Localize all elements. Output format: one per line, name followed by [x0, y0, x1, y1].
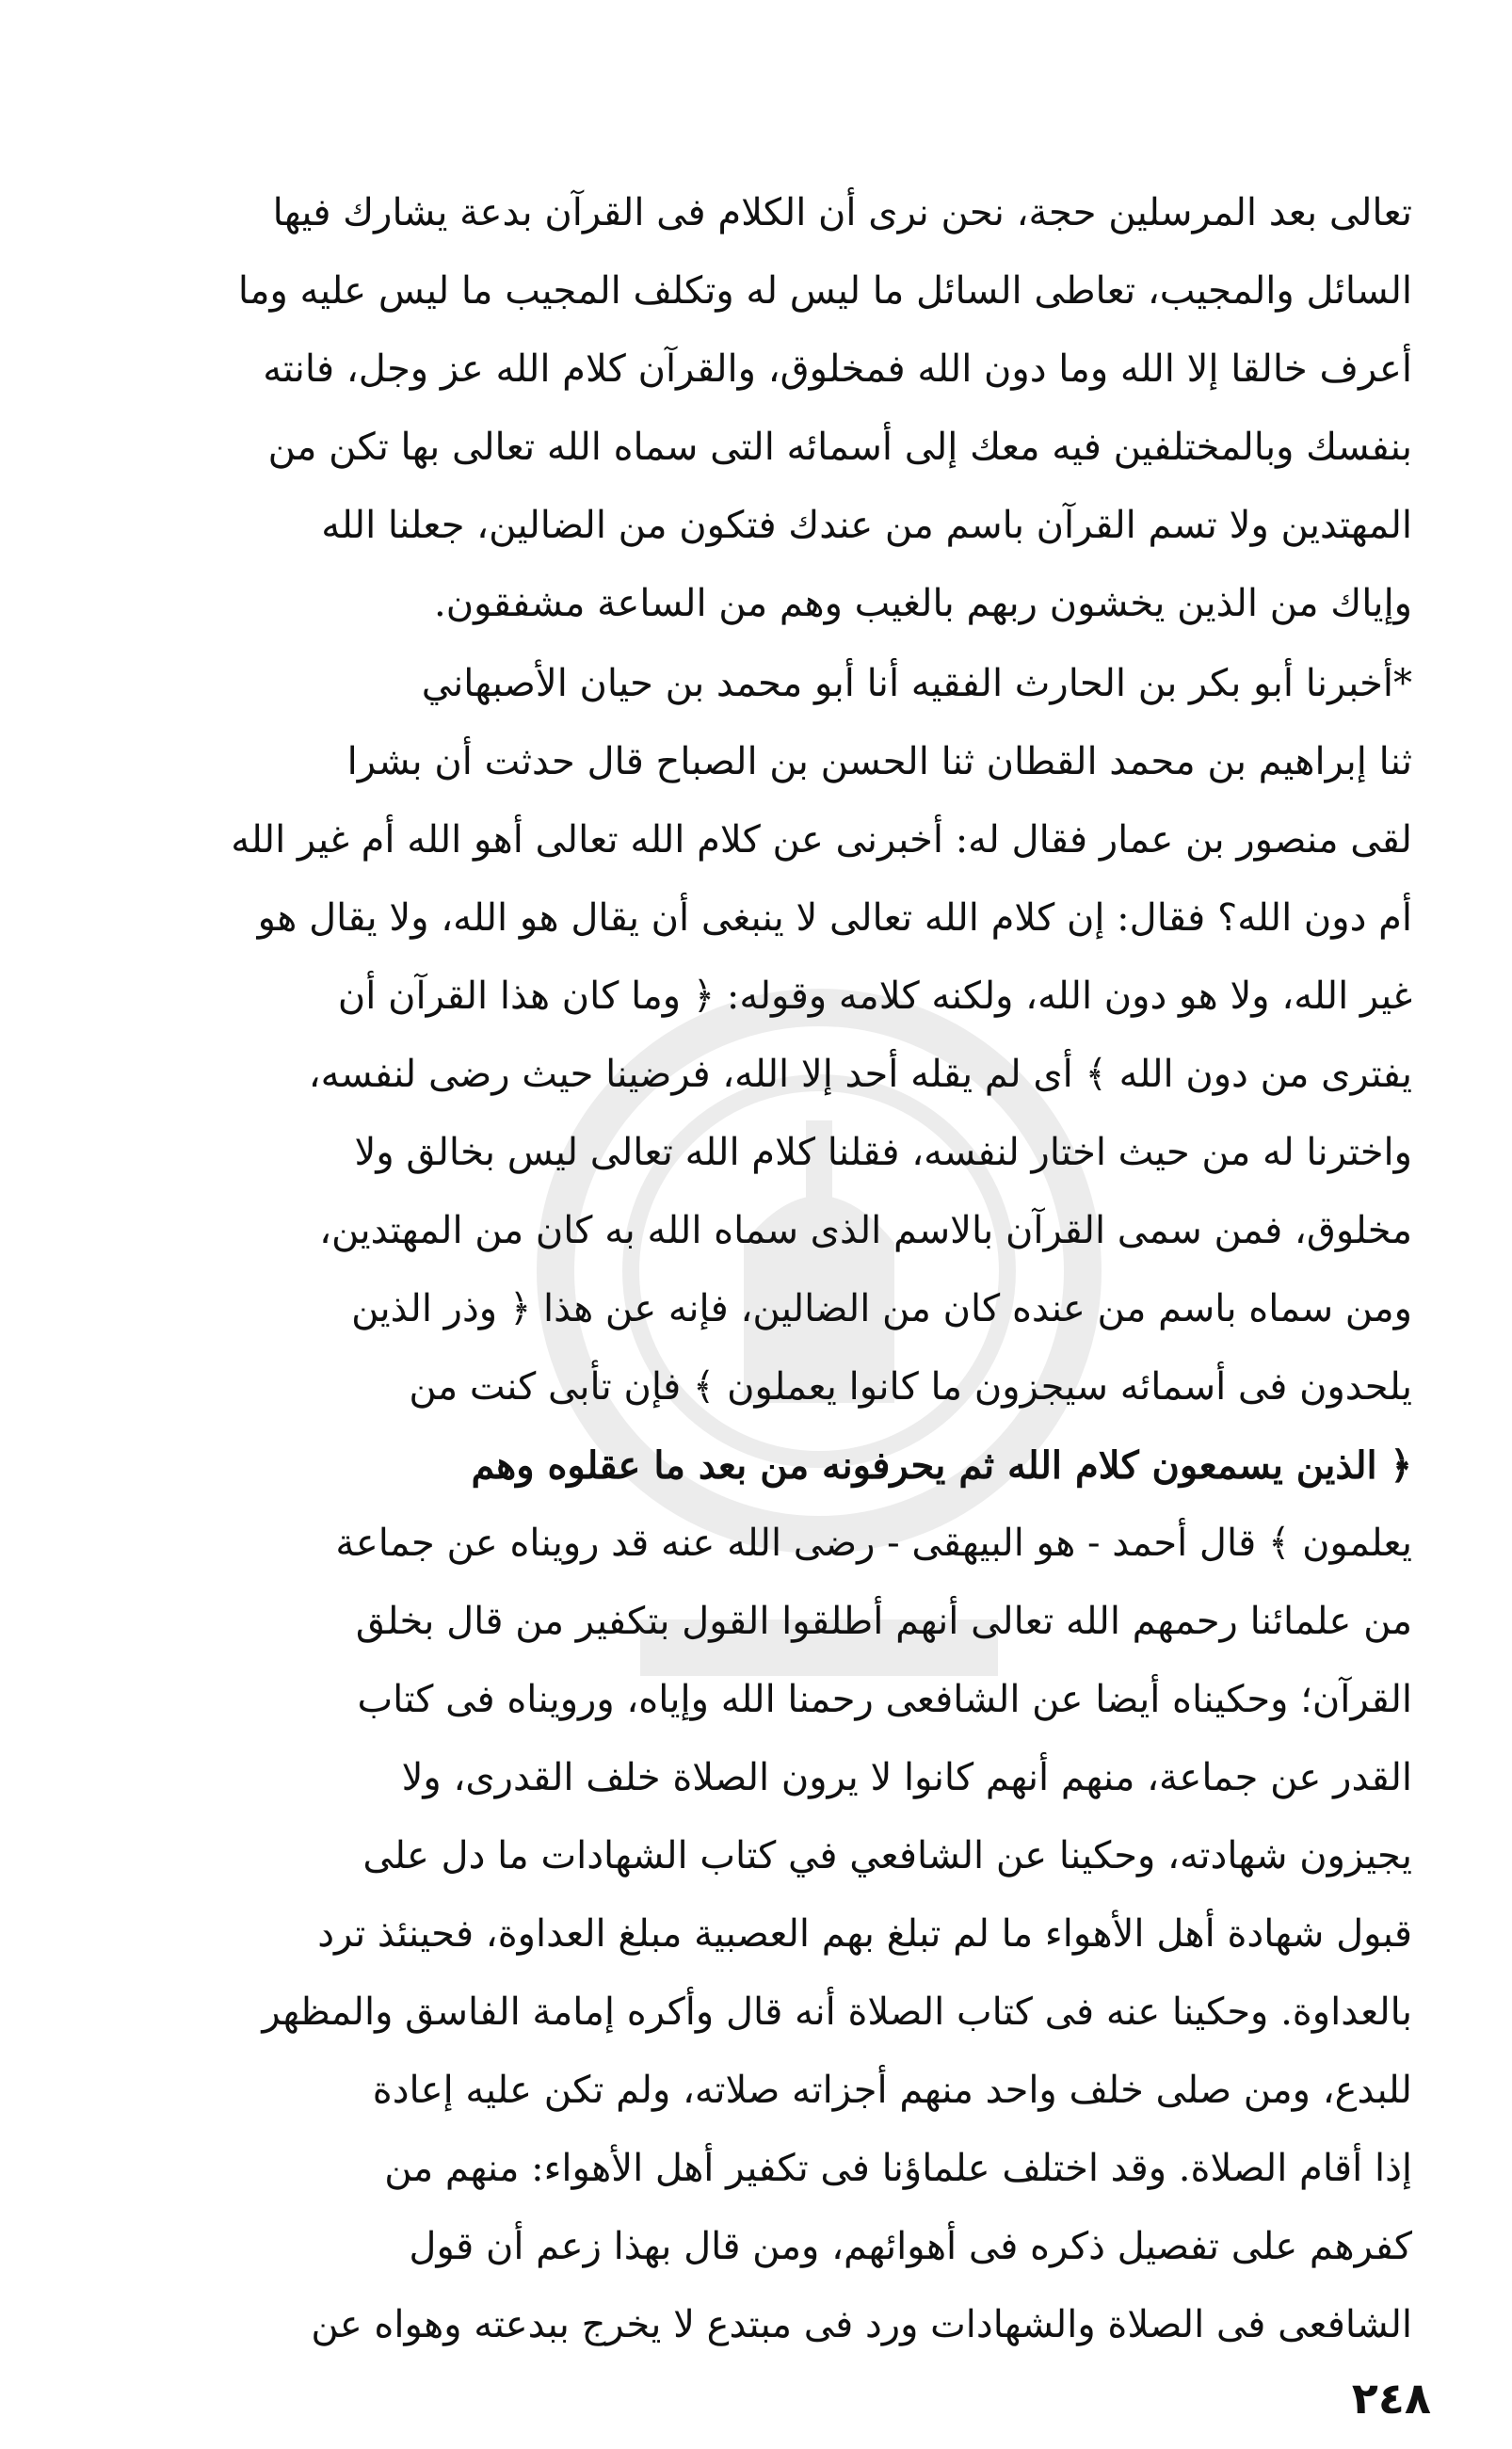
text-line: أم دون الله؟ فقال: إن كلام الله تعالى لا ينبغى أن يقال هو الله، ولا يقال هو [257, 896, 1412, 940]
text-line: يفترى من دون الله ﴾ أى لم يقله أحد إلا الله، فرضينا حيث رضى لنفسه، [308, 1053, 1412, 1096]
text-line: القرآن؛ وحكيناه أيضا عن الشافعى رحمنا الله وإياه، ورويناه فى كتاب [357, 1678, 1412, 1721]
text-line: ومن سماه باسم من عنده كان من الضالين، فإنه عن هذا ﴿ وذر الذين [351, 1287, 1412, 1330]
text-line: يلحدون فى أسمائه سيجزون ما كانوا يعملون ﴾ فإن تأبى كنت من [409, 1365, 1412, 1409]
paragraph-1 [66, 174, 1412, 643]
paragraph-2 [66, 645, 1412, 2364]
text-line: الشافعى فى الصلاة والشهادات ورد فى مبتدع لا يخرج ببدعته وهواه عن [311, 2303, 1412, 2346]
text-line: إذا أقام الصلاة. وقد اختلف علماؤنا فى تكفير أهل الأهواء: منهم من [384, 2147, 1412, 2190]
text-line: السائل والمجيب، تعاطى السائل ما ليس له وتكلف المجيب ما ليس عليه وما [237, 269, 1412, 313]
text-line: ثنا إبراهيم بن محمد القطان ثنا الحسن بن الصباح قال حدثت أن بشرا [346, 740, 1412, 783]
text-line: للبدع، ومن صلى خلف واحد منهم أجزاته صلاته، ولم تكن عليه إعادة [372, 2069, 1412, 2112]
text-line: بنفسك وبالمختلفين فيه معك إلى أسمائه التى سماه الله تعالى بها تكن من [267, 426, 1412, 469]
quran-verse-line: ﴿ الذين يسمعون كلام الله ثم يحرفونه من بعد ما عقلوه وهم [471, 1443, 1412, 1488]
text-line: واخترنا له من حيث اختار لنفسه، فقلنا كلام الله تعالى ليس بخالق ولا [354, 1131, 1412, 1174]
text-line: يجيزون شهادته، وحكينا عن الشافعي في كتاب الشهادات ما دل على [362, 1834, 1412, 1877]
text-line: لقى منصور بن عمار فقال له: أخبرنى عن كلام الله تعالى أهو الله أم غير الله [231, 818, 1412, 862]
text-line: مخلوق، فمن سمى القرآن بالاسم الذى سماه الله به كان من المهتدين، [319, 1209, 1412, 1252]
text-line: المهتدين ولا تسم القرآن باسم من عندك فتكون من الضالين، جعلنا الله [321, 504, 1412, 547]
text-line: وإياك من الذين يخشون ربهم بالغيب وهم من الساعة مشفقون. [434, 582, 1412, 625]
text-line: القدر عن جماعة، منهم أنهم كانوا لا يرون الصلاة خلف القدرى، ولا [401, 1756, 1412, 1799]
page-number: ٢٤٨ [1351, 2373, 1431, 2424]
text-line: يعلمون ﴾ قال أحمد - هو البيهقى - رضى الله عنه قد رويناه عن جماعة [335, 1522, 1412, 1565]
text-line: *أخبرنا أبو بكر بن الحارث الفقيه أنا أبو محمد بن حيان الأصبهاني [421, 662, 1412, 705]
text-line: قبول شهادة أهل الأهواء ما لم تبلغ بهم العصبية مبلغ العداوة، فحينئذ ترد [317, 1912, 1412, 1956]
text-line: من علمائنا رحمهم الله تعالى أنهم أطلقوا القول بتكفير من قال بخلق [355, 1600, 1412, 1643]
text-line: بالعداوة. وحكينا عنه فى كتاب الصلاة أنه قال وأكره إمامة الفاسق والمظهر [262, 1990, 1412, 2034]
text-line: كفرهم على تفصيل ذكره فى أهوائهم، ومن قال بهذا زعم أن قول [409, 2225, 1412, 2268]
text-line: أعرف خالقا إلا الله وما دون الله فمخلوق، والقرآن كلام الله عز وجل، فانته [263, 347, 1412, 391]
text-line: تعالى بعد المرسلين حجة، نحن نرى أن الكلام فى القرآن بدعة يشارك فيها [272, 191, 1412, 234]
text-line: غير الله، ولا هو دون الله، ولكنه كلامه وقوله: ﴿ وما كان هذا القرآن أن [337, 975, 1412, 1018]
